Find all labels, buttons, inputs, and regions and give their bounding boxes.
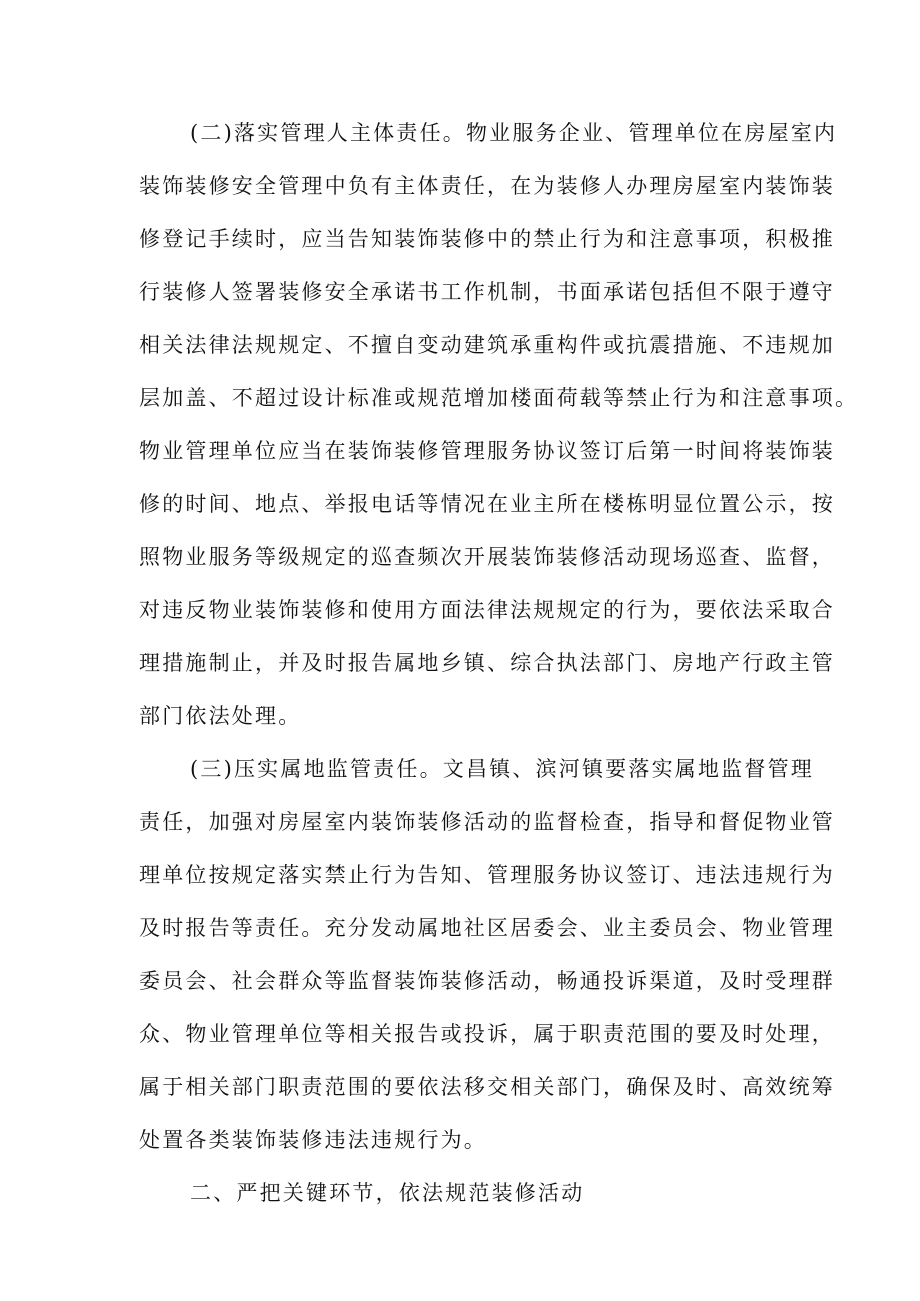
paragraph-line: 相关法律法规规定、不擅自变动建筑承重构件或抗震措施、不违规加 [139, 333, 835, 357]
paragraph-line: 部门依法处理。 [139, 704, 302, 728]
paragraph-line: (三)压实属地监管责任。文昌镇、滨河镇要落实属地监督管理 [190, 757, 814, 781]
paragraph-line: 属于相关部门职责范围的要依法移交相关部门，确保及时、高效统筹 [139, 1075, 835, 1099]
paragraph-line: 修登记手续时，应当告知装饰装修中的禁止行为和注意事项，积极推 [139, 227, 835, 251]
section-heading: 二、严把关键环节，依法规范装修活动 [190, 1181, 585, 1205]
paragraph-line: 责任，加强对房屋室内装饰装修活动的监督检查，指导和督促物业管 [139, 810, 835, 834]
paragraph-line: (二)落实管理人主体责任。物业服务企业、管理单位在房屋室内 [190, 121, 838, 145]
paragraph-line: 层加盖、不超过设计标准或规范增加楼面荷载等禁止行为和注意事项。 [139, 386, 859, 410]
paragraph-line: 物业管理单位应当在装饰装修管理服务协议签订后第一时间将装饰装 [139, 439, 835, 463]
paragraph-line: 照物业服务等级规定的巡查频次开展装饰装修活动现场巡查、监督， [139, 545, 835, 569]
paragraph-line: 修的时间、地点、举报电话等情况在业主所在楼栋明显位置公示，按 [139, 492, 835, 516]
paragraph-line: 理措施制止，并及时报告属地乡镇、综合执法部门、房地产行政主管 [139, 651, 835, 675]
paragraph-line: 理单位按规定落实禁止行为告知、管理服务协议签订、违法违规行为 [139, 863, 835, 887]
paragraph-line: 委员会、社会群众等监督装饰装修活动，畅通投诉渠道，及时受理群 [139, 969, 835, 993]
paragraph-line: 行装修人签署装修安全承诺书工作机制，书面承诺包括但不限于遵守 [139, 280, 835, 304]
paragraph-line: 及时报告等责任。充分发动属地社区居委会、业主委员会、物业管理 [139, 916, 835, 940]
paragraph-line: 处置各类装饰装修违法违规行为。 [139, 1128, 487, 1152]
paragraph-line: 对违反物业装饰装修和使用方面法律法规规定的行为，要依法采取合 [139, 598, 835, 622]
paragraph-line: 装饰装修安全管理中负有主体责任，在为装修人办理房屋室内装饰装 [139, 174, 835, 198]
paragraph-line: 众、物业管理单位等相关报告或投诉，属于职责范围的要及时处理， [139, 1022, 835, 1046]
